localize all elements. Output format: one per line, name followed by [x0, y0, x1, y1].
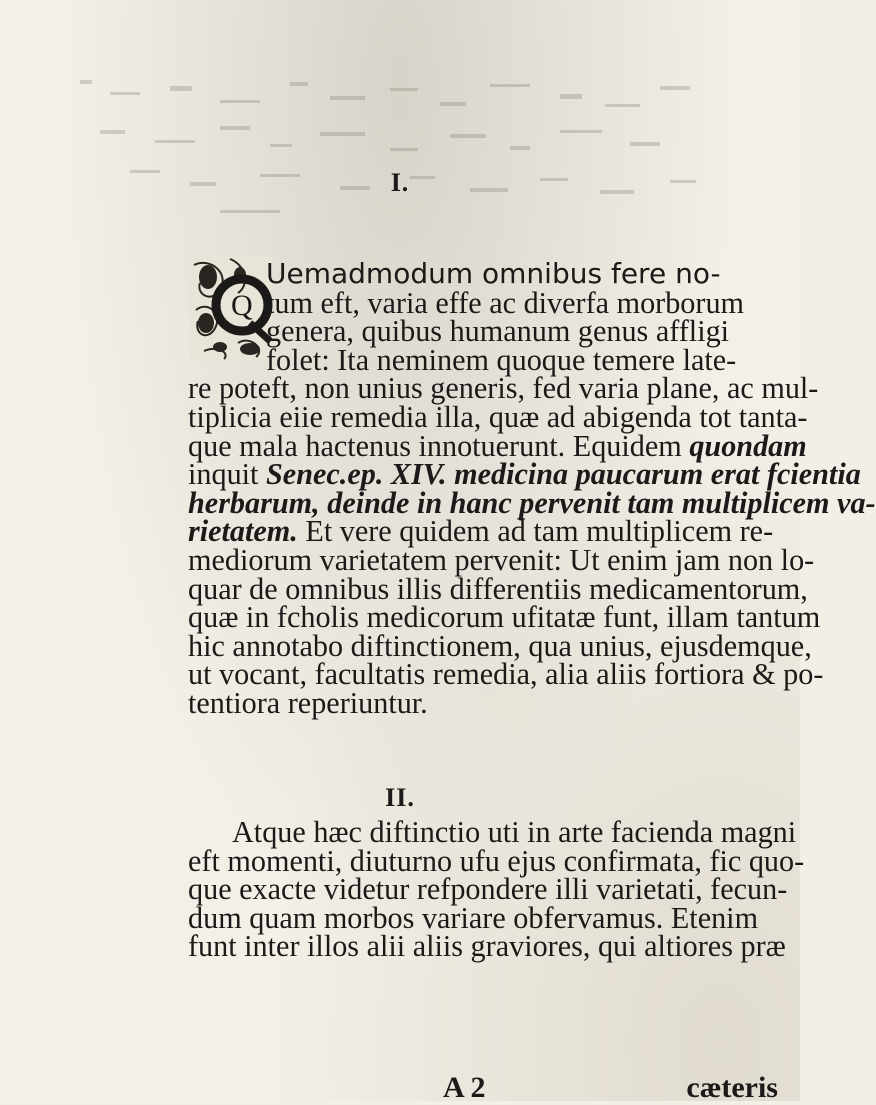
paragraph-one-line: herbarum, deinde in hanc pervenit tam multiplicem va-: [188, 485, 876, 520]
paragraph-two-line: funt inter illos alii aliis graviores, qui altiores præ: [188, 929, 786, 964]
paragraph-two-line: eft momenti, diuturno ufu ejus confirmata, fic quo-: [188, 843, 805, 878]
seneca-reference: Senec.ep. XIV.: [266, 457, 447, 492]
paragraph-one-line: Uemadmodum omnibus fere no-: [266, 257, 721, 290]
paragraph-two: [188, 815, 805, 964]
paragraph-one-line-varietatem: [188, 514, 788, 549]
paragraph-one-line: tum eft, varia effe ac diverfa morborum: [266, 285, 745, 320]
paragraph-one-line: genera, quibus humanum genus affligi: [266, 314, 730, 349]
paragraph-one-line: quæ in fcholis medicorum ufitatæ funt, illam tantum: [188, 600, 821, 635]
bleed-through-texture: [60, 20, 760, 230]
section-numeral-one: I.: [390, 168, 410, 197]
paragraph-one-line: ut vocant, facultatis remedia, alia aliis fortiora & po-: [188, 657, 824, 692]
paragraph-two-line: que exacte videtur refpondere illi varietati, fecun-: [188, 872, 788, 907]
varietatem-italic: rietatem.: [188, 514, 298, 549]
paragraph-one-line-quondam: [188, 428, 807, 463]
quondam-italic: quondam: [689, 428, 807, 463]
paragraph-one-line: folet: Ita neminem quoque temere late-: [266, 342, 737, 377]
paragraph-one-line-text: inquit: [188, 457, 266, 492]
paragraph-two-line: Atque hæc diftinctio uti in arte facienda magni: [232, 815, 797, 849]
paragraph-one-line: quar de omnibus illis differentiis medicamentorum,: [188, 571, 808, 606]
et-vere-text: Et vere quidem ad tam multiplicem re-: [297, 514, 774, 549]
paragraph-one: [188, 257, 876, 720]
catchword: cæteris: [686, 1071, 778, 1104]
paragraph-one-line-text: que mala hactenus innotuerunt. Equidem: [188, 428, 690, 463]
paragraph-two-line: dum quam morbos variare obfervamus. Etenim: [188, 900, 759, 935]
signature-mark: A 2: [443, 1071, 486, 1104]
paragraph-one-line: tentiora reperiuntur.: [188, 685, 428, 720]
medicina-italic: medicina paucarum erat fcientia: [454, 457, 861, 492]
paragraph-one-line: re poteft, non unius generis, fed varia plane, ac mul-: [188, 371, 819, 406]
initial-letter: Q: [231, 289, 253, 322]
section-numeral-two: II.: [385, 783, 415, 812]
paragraph-one-line-citation: [188, 457, 861, 492]
paragraph-one-line: hic annotabo diftinctionem, qua unius, ejusdemque,: [188, 628, 812, 663]
page-footer: [188, 1071, 778, 1104]
paragraph-one-line: mediorum varietatem pervenit: Ut enim jam non lo-: [188, 542, 815, 577]
paragraph-one-line: tiplicia eiie remedia illa, quæ ad abigenda tot tanta-: [188, 399, 808, 434]
